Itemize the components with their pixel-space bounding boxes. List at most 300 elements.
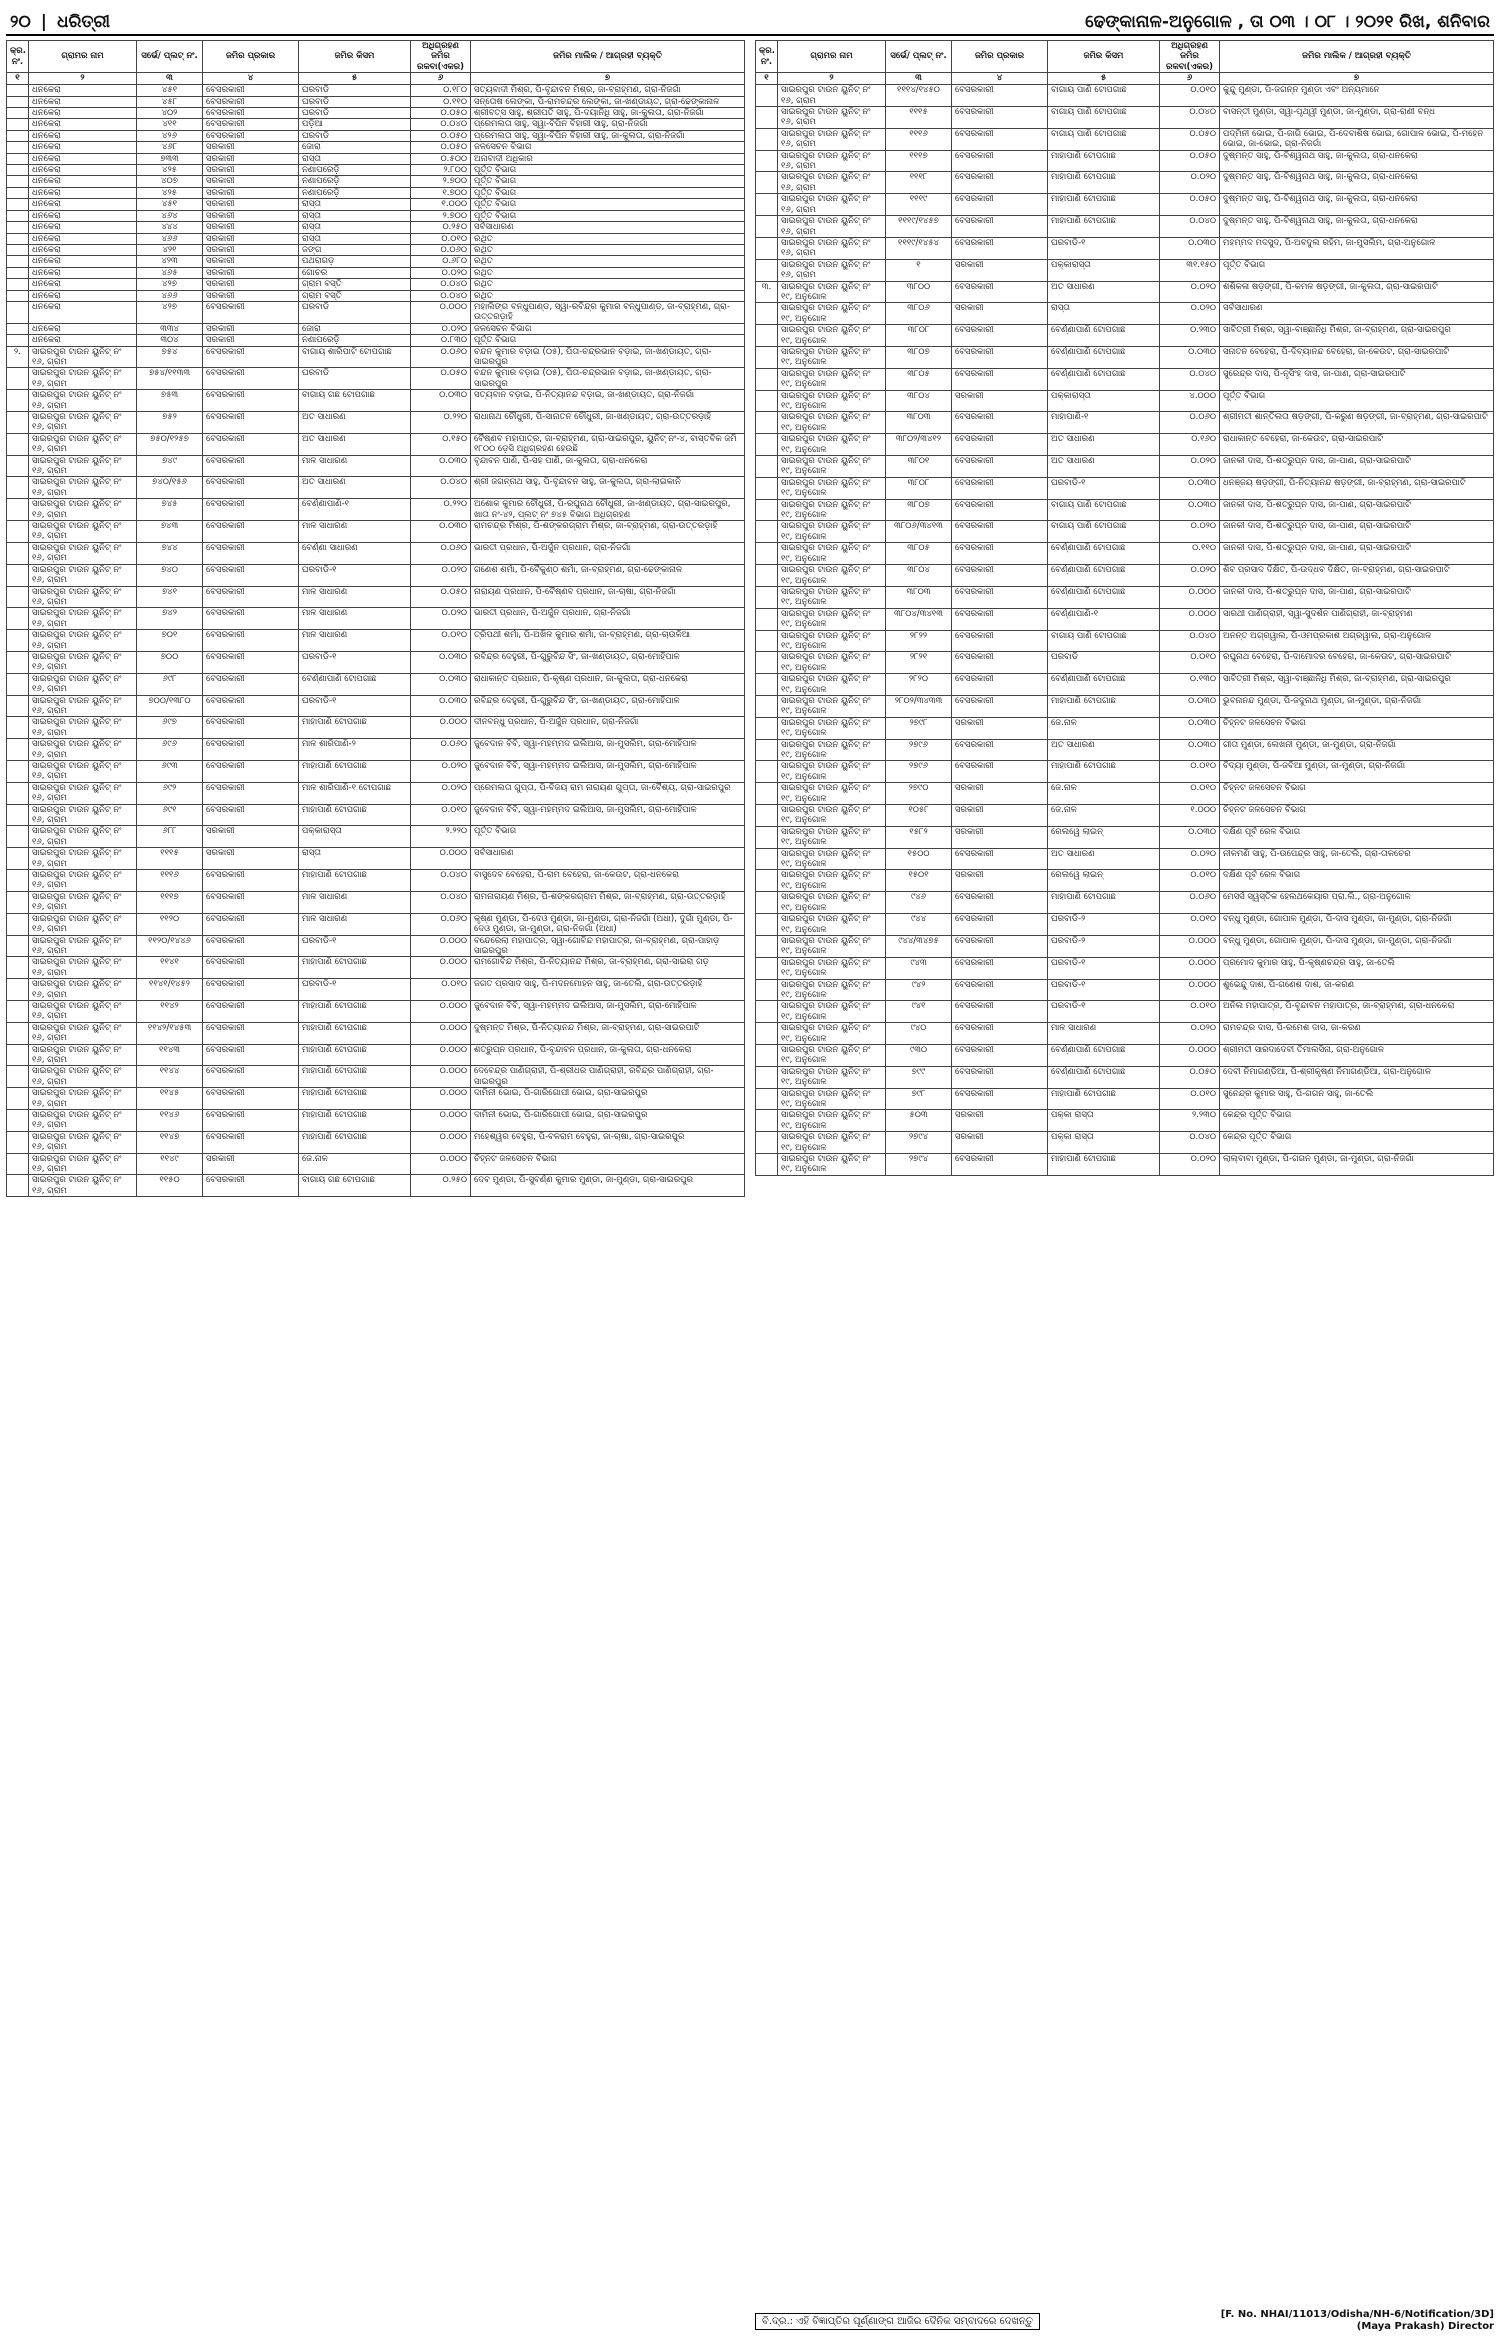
- owner-cell: ନୀଳମଣି ସାହୁ, ପି-ଉପେନ୍ଦ୍ର ସାହୁ, ଜା-ତେଲି, ଗ୍ରା-ତାଳଚେର: [1220, 848, 1494, 870]
- plot-cell: ୬୯୬: [137, 739, 203, 761]
- village-cell: ସାଇରପୁର ଟାଉନ ୟୁନିଟ୍ ନଂ ୧୯, ଅନୁଗୋଳ: [778, 630, 886, 652]
- serial-cell: [756, 674, 778, 696]
- owner-cell: ଦକ୍ଷିଣ ପୂର୍ବ ରେଳ ବିଭାଗ: [1220, 870, 1494, 892]
- serial-cell: [7, 586, 29, 608]
- land-type-cell: ବେସରକାରୀ: [203, 870, 299, 892]
- serial-cell: [756, 935, 778, 957]
- owner-cell: ଜୁବେଦାନ ବିବି, ସ୍ୱା-ମହମ୍ମଦ ଇଲିଆସ, ଜା-ମୁସଲିମ, ଗ୍ରା-ମୋହିପାଳ: [471, 1000, 745, 1022]
- owner-cell: ଶ୍ରୀମତୀ ଶାନ୍ତିଲତା ଷଡ଼ଙ୍ଗୀ, ପି-କରୁଣ ଷଡ଼ଙ୍ଗୀ, ଜା-ବ୍ରାହ୍ମଣ, ଗ୍ରା-ସାଇରପାଟି: [1220, 412, 1494, 434]
- owner-cell: ପୂର୍ତ୍ତ ବିଭାଗ: [471, 826, 745, 848]
- owner-cell: ଗୀତା ମୁଣ୍ଡା, ଲେଖନୀ ମୁଣ୍ଡା, ଜା-ମୁଣ୍ଡା, ଗ୍ରା-ନିଜଗାଁ: [1220, 739, 1494, 761]
- land-type-cell: ବେସରକାରୀ: [952, 128, 1048, 150]
- serial-cell: [756, 1066, 778, 1088]
- table-row: [7, 608, 745, 630]
- area-cell: ୦.୦୨୦: [1160, 1154, 1220, 1176]
- file-reference: [F. No. NHAI/11013/Odisha/NH-6/Notification/3D]: [1220, 2309, 1494, 2320]
- col-header: ଅଧିଗ୍ରହଣ ଜମିର ରକବା(ଏକର): [411, 41, 471, 73]
- plot-cell: ୪୫୮: [137, 96, 203, 107]
- land-type-cell: ସରକାରୀ: [203, 187, 299, 198]
- owner-cell: ବନ୍ଦେରେଲା ମହାପାତ୍ର, ସ୍ୱା-ଗୋବିନ୍ଦ ମହାପାତ୍ର, ଜା-ବ୍ରାହ୍ମଣ, ଗ୍ରା-ପାହାଡ଼ ସାଇରପୁର: [471, 935, 745, 957]
- serial-cell: [7, 913, 29, 935]
- col-number: ୪: [203, 73, 299, 85]
- plot-cell: ୨୮୦୨/୩୪୩୩: [886, 695, 952, 717]
- owner-cell: ଭୁବନାନନ୍ଦ ମୁଣ୍ଡା, ପି-ଜଦୁନାଥ ମୁଣ୍ଡା, ଜା-ମୁଣ୍ଡା, ଗ୍ରା-ନିଜଗାଁ: [1220, 695, 1494, 717]
- land-class-cell: ଅତ ସାଧାରଣ: [299, 433, 411, 455]
- serial-cell: [7, 119, 29, 130]
- land-type-cell: ବେସରକାରୀ: [203, 96, 299, 107]
- plot-cell: ୬୮୮: [137, 826, 203, 848]
- village-cell: ସାଇରପୁର ଟାଉନ ୟୁନିଟ୍ ନଂ ୧୬, ଗ୍ରାମ: [29, 499, 137, 521]
- village-cell: ସାଇରପୁର ଟାଉନ ୟୁନିଟ୍ ନଂ ୧୬, ଗ୍ରାମ: [29, 542, 137, 564]
- land-type-cell: ବେସରକାରୀ: [952, 107, 1048, 129]
- land-type-cell: ବେସରକାରୀ: [952, 543, 1048, 565]
- plot-cell: ୧୧୧୯/୧୪୫୪: [886, 237, 952, 259]
- serial-cell: [756, 739, 778, 761]
- land-class-cell: ମାହାପାଣି ଟୋପଗାଛ: [1048, 194, 1160, 216]
- serial-cell: [756, 259, 778, 281]
- serial-cell: [7, 761, 29, 783]
- land-class-cell: ପକ୍କାରାସ୍ତା: [1048, 259, 1160, 281]
- plot-cell: ୨୭୯୮: [886, 717, 952, 739]
- village-cell: ସାଇରପୁର ଟାଉନ ୟୁନିଟ୍ ନଂ ୧୯, ଅନୁଗୋଳ: [778, 1023, 886, 1045]
- owner-cell: ଦୁଷ୍ମନ୍ତ ସାହୁ, ପି-ବିଶ୍ୱନାଥ ସାହୁ, ଜା-କୁଲତା, ଗ୍ରା-ଧନକେରା: [1220, 194, 1494, 216]
- plot-cell: ୭୫୩: [137, 390, 203, 412]
- village-cell: ସାଇରପୁର ଟାଉନ ୟୁନିଟ୍ ନଂ ୧୬, ଗ୍ରାମ: [29, 1088, 137, 1110]
- plot-cell: ୭୦୦: [137, 651, 203, 673]
- table-row: [7, 1022, 745, 1044]
- owner-cell: ଦେବେନ୍ଦ୍ର ପାଣିଗ୍ରାହୀ, ପି-ଶ୍ରୀଧର ପାଣିଗ୍ରାହୀ, ରବିନ୍ଦ୍ର ପାଣିଗ୍ରାହୀ, ଗ୍ରା-ସାଇରପୁର: [471, 1066, 745, 1088]
- area-cell: ୦.୦୦୦: [411, 301, 471, 323]
- plot-cell: ୭୯୯: [886, 1066, 952, 1088]
- land-class-cell: ବେର୍ଣ୍ଣାପାଣି ଟୋପଗାଛ: [1048, 1044, 1160, 1066]
- table-row: [7, 455, 745, 477]
- land-class-cell: ଘରବାଡି-୧: [299, 935, 411, 957]
- land-class-cell: ଘରବାଡି: [299, 108, 411, 119]
- owner-cell: ଜୁବେଦାନ ବିବି, ସ୍ୱା-ମହମ୍ମଦ ଇଲିଆସ, ଜା-ମୁସଲିମ, ଗ୍ରା-ମୋହିପାଳ: [471, 761, 745, 783]
- serial-cell: [756, 456, 778, 478]
- area-cell: ୦.୦୧୦: [411, 804, 471, 826]
- owner-cell: ସୁନେନ୍ଦ୍ର କୁମାର ସାହୁ, ପି-ଗଗନ ସାହୁ, ଜା-ତେଲି: [1220, 1088, 1494, 1110]
- village-cell: ସାଇରପୁର ଟାଉନ ୟୁନିଟ୍ ନଂ ୧୯, ଅନୁଗୋଳ: [778, 935, 886, 957]
- village-cell: ସାଇରପୁର ଟାଉନ ୟୁନିଟ୍ ନଂ ୧୯, ଅନୁଗୋଳ: [778, 870, 886, 892]
- owner-cell: ରଥିତ: [471, 256, 745, 267]
- village-cell: ସାଇରପୁର ଟାଉନ ୟୁନିଟ୍ ନଂ ୧୯, ଅନୁଗୋଳ: [778, 456, 886, 478]
- owner-cell: ରାମଚନ୍ଦ୍ର ଦାସ, ପି-ରମେଶ ଦାସ, ଜା-କରଣ: [1220, 1023, 1494, 1045]
- land-type-cell: ବେସରକାରୀ: [952, 1001, 1048, 1023]
- serial-cell: [7, 335, 29, 346]
- land-class-cell: ପଡ଼ିଆ: [299, 119, 411, 130]
- land-type-cell: ସରକାରୀ: [203, 290, 299, 301]
- land-type-cell: ସରକାରୀ: [952, 1132, 1048, 1154]
- table-row: [7, 1044, 745, 1066]
- village-cell: ସାଇରପୁର ଟାଉନ ୟୁନିଟ୍ ନଂ ୧୬, ଗ୍ରାମ: [778, 150, 886, 172]
- col-header: ଜମିର କିସମ: [1048, 41, 1160, 73]
- table-row: [7, 695, 745, 717]
- plot-cell: ୭୪୯: [137, 455, 203, 477]
- serial-cell: [7, 142, 29, 153]
- area-cell: ୦.୧୮୦: [411, 85, 471, 96]
- table-row: [756, 674, 1494, 696]
- area-cell: ୦.୦୫୦: [1160, 194, 1220, 216]
- land-type-cell: ବେସରକାରୀ: [203, 455, 299, 477]
- serial-cell: [756, 412, 778, 434]
- village-cell: ସାଇରପୁର ଟାଉନ ୟୁନିଟ୍ ନଂ ୧୯, ଅନୁଗୋଳ: [778, 826, 886, 848]
- col-number: ୩: [886, 73, 952, 85]
- land-class-cell: ବାଗାୟ ପାଣି ଟୋପଗାଛ: [1048, 107, 1160, 129]
- land-type-cell: ସରକାରୀ: [203, 1153, 299, 1175]
- serial-cell: [7, 108, 29, 119]
- village-cell: ଧନକେରା: [29, 85, 137, 96]
- col-number: ୩: [137, 73, 203, 85]
- table-row: [756, 805, 1494, 827]
- land-class-cell: ମାଳ ସାଧାରଣ: [299, 891, 411, 913]
- plot-cell: ୧୧୪୨: [137, 1000, 203, 1022]
- page-header: [6, 6, 1494, 36]
- table-row: [756, 85, 1494, 107]
- land-class-cell: ବାଗାୟ ପାଣି ଟୋପଗାଛ: [1048, 128, 1160, 150]
- village-cell: ଧନକେରା: [29, 244, 137, 255]
- table-row: [756, 739, 1494, 761]
- land-class-cell: ରାସ୍ତା: [299, 153, 411, 164]
- land-class-cell: ବେର୍ଣ୍ଣାପାଣି ଟୋପଗାଛ: [1048, 565, 1160, 587]
- land-class-cell: ରାସ୍ତା: [299, 233, 411, 244]
- serial-cell: [7, 323, 29, 334]
- serial-cell: [7, 390, 29, 412]
- area-cell: ୦.୦୩୦: [1160, 346, 1220, 368]
- owner-cell: ଦୁଷ୍ମନ୍ତ ସାହୁ, ପି-ବିଶ୍ୱନାଥ ସାହୁ, ଜା-କୁଲତା, ଗ୍ରା-ଧନକେରା: [1220, 216, 1494, 238]
- land-type-cell: ସରକାରୀ: [203, 233, 299, 244]
- land-class-cell: ମାଳ ସାଧାରଣ: [299, 455, 411, 477]
- area-cell: ୦.୦୦୦: [1160, 935, 1220, 957]
- table-row: [7, 891, 745, 913]
- table-row: [7, 244, 745, 255]
- owner-cell: ରଘୁନାଥ ବେହେରା, ପି-ଦାମୋଦର ବେହେରା, ଜା-କେଉଟ, ଗ୍ରା-ସାଇରପାଟି: [1220, 652, 1494, 674]
- owner-cell: ଚିହ୍ନଟ ଜଳସେଚନ ବିଭାଗ: [1220, 717, 1494, 739]
- plot-cell: ୧୧୪୫: [137, 1088, 203, 1110]
- owner-cell: ସନ୍ତୋଷ ଲେଙ୍କା, ପି-ରାମଚନ୍ଦ୍ର ଲେଙ୍କା, ଜା-ଖଣ୍ଡାୟତ, ଗ୍ରା-ଢେଙ୍କାନାଳ: [471, 96, 745, 107]
- owner-cell: ଜାନକୀ ଦାସ, ପି-ଶତ୍ରୁଘ୍ନ ଦାସ, ଜା-ପାଣ, ଗ୍ରା-ସାଇରପାଟି: [1220, 586, 1494, 608]
- plot-cell: ୭୪୦: [137, 564, 203, 586]
- land-type-cell: ବେସରକାରୀ: [203, 608, 299, 630]
- land-class-cell: ମାହାପାଣି ଟୋପଗାଛ: [1048, 761, 1160, 783]
- col-header: ଜମିର ପ୍ରକାର: [952, 41, 1048, 73]
- land-type-cell: ସରକାରୀ: [203, 142, 299, 153]
- plot-cell: ୧୦୫୮: [886, 805, 952, 827]
- land-class-cell: ମାହାପାଣି ଟୋପଗାଛ: [299, 1131, 411, 1153]
- land-type-cell: ବେସରକାରୀ: [203, 1110, 299, 1132]
- table-row: [7, 477, 745, 499]
- plot-cell: ୯୪୨: [886, 979, 952, 1001]
- area-cell: ୦.୦୦୦: [411, 1088, 471, 1110]
- area-cell: ୧.୭୦୦: [411, 187, 471, 198]
- plot-cell: ୩୮୦୮: [886, 477, 952, 499]
- serial-cell: [7, 477, 29, 499]
- land-type-cell: ବେସରକାରୀ: [203, 913, 299, 935]
- land-class-cell: ମାଳ ଶାରିପାଣି-୧ ଟୋପଗାଛ: [299, 782, 411, 804]
- table-row: [7, 870, 745, 892]
- area-cell: ୦.୦୪୦: [1160, 216, 1220, 238]
- land-type-cell: ବେସରକାରୀ: [203, 1175, 299, 1197]
- serial-cell: [756, 979, 778, 1001]
- land-class-cell: ବାଗାୟ ପାଣି ଟୋପଗାଛ: [1048, 521, 1160, 543]
- serial-cell: [7, 267, 29, 278]
- village-cell: ସାଇରପୁର ଟାଉନ ୟୁନିଟ୍ ନଂ ୧୬, ଗ୍ରାମ: [29, 455, 137, 477]
- plot-cell: ୪୬୫: [137, 267, 203, 278]
- village-cell: ସାଇରପୁର ଟାଉନ ୟୁନିଟ୍ ନଂ ୧୬, ଗ୍ରାମ: [29, 826, 137, 848]
- owner-cell: ଜୁବେଦାନ ବିବି, ସ୍ୱା-ମହମ୍ମଦ ଇଲିଆସ, ଜା-ମୁସଲିମ, ଗ୍ରା-ମୋହିପାଳ: [471, 804, 745, 826]
- serial-cell: [756, 390, 778, 412]
- table-row: [756, 914, 1494, 936]
- village-cell: ଧନକେରା: [29, 165, 137, 176]
- land-type-cell: ବେସରକାରୀ: [952, 172, 1048, 194]
- village-cell: ଧନକେରା: [29, 108, 137, 119]
- land-type-cell: ବେସରକାରୀ: [203, 1022, 299, 1044]
- land-class-cell: ଜେ.ନାଳ: [299, 1153, 411, 1175]
- serial-cell: [756, 957, 778, 979]
- land-type-cell: ବେସରକାରୀ: [952, 434, 1048, 456]
- village-cell: ସାଇରପୁର ଟାଉନ ୟୁନିଟ୍ ନଂ ୧୬, ଗ୍ରାମ: [29, 1110, 137, 1132]
- village-cell: ସାଇରପୁର ଟାଉନ ୟୁନିଟ୍ ନଂ ୧୬, ଗ୍ରାମ: [778, 237, 886, 259]
- serial-cell: [756, 717, 778, 739]
- plot-cell: ୪୧୧: [137, 119, 203, 130]
- land-type-cell: ବେସରକାରୀ: [952, 957, 1048, 979]
- page-number: ୨୦: [10, 12, 31, 32]
- serial-cell: [7, 695, 29, 717]
- area-cell: ୦.୦୧୦: [411, 233, 471, 244]
- owner-cell: ଶିବ ପ୍ରସାଦ ଦିକ୍ଷିତ, ପି-ଉଦ୍ଧବ ଦିକ୍ଷିତ, ଜା-ବ୍ରାହ୍ମଣ, ଗ୍ରା-ସାଇରପାଟି: [1220, 565, 1494, 587]
- land-class-cell: ବାଗାୟ ପାଣି ଟୋପଗାଛ: [1048, 499, 1160, 521]
- land-class-cell: ମାଳ ସାଧାରଣ: [299, 913, 411, 935]
- land-type-cell: ସରକାରୀ: [203, 279, 299, 290]
- land-type-cell: ବେସରକାରୀ: [203, 586, 299, 608]
- plot-cell: ୪୦୨: [137, 108, 203, 119]
- serial-cell: [756, 695, 778, 717]
- land-type-cell: ସରକାରୀ: [952, 1110, 1048, 1132]
- table-row: [7, 717, 745, 739]
- village-cell: ସାଇରପୁର ଟାଉନ ୟୁନିଟ୍ ନଂ ୧୯, ଅନୁଗୋଳ: [778, 325, 886, 347]
- area-cell: ୦.୦୪୦: [411, 279, 471, 290]
- table-row: [756, 325, 1494, 347]
- serial-cell: [7, 412, 29, 434]
- area-cell: ୦.୦୦୦: [411, 957, 471, 979]
- area-cell: ୦.୦୩୦: [1160, 477, 1220, 499]
- area-cell: ୦.୦୩୦: [1160, 739, 1220, 761]
- table-row: [756, 390, 1494, 412]
- land-type-cell: ସରକାରୀ: [952, 717, 1048, 739]
- plot-cell: ୧୧୪୧: [137, 957, 203, 979]
- village-cell: ସାଇରପୁର ଟାଉନ ୟୁନିଟ୍ ନଂ ୧୬, ଗ୍ରାମ: [29, 957, 137, 979]
- land-class-cell: ମାହାପାଣି ଟୋପଗାଛ: [299, 717, 411, 739]
- owner-cell: କେନ୍ଦ୍ର ପୂର୍ତ୍ତ ବିଭାଗ: [1220, 1132, 1494, 1154]
- area-cell: ୦.୦୩୦: [411, 390, 471, 412]
- area-cell: ୦.୦୨୦: [1160, 281, 1220, 303]
- plot-cell: ୪୨୧: [137, 244, 203, 255]
- table-row: [756, 543, 1494, 565]
- village-cell: ଧନକେରା: [29, 323, 137, 334]
- area-cell: ୦.୦୩୦: [1160, 826, 1220, 848]
- notice-text: ବି.ଦ୍ର.: ଏହି ବିଜ୍ଞାପ୍ତିର ପୂର୍ଣ୍ଣାଙ୍ଗ ଆଜିର ଦୈନିକ ସମ୍ବାଦରେ ଦେଖନ୍ତୁ: [755, 2313, 1040, 2330]
- table-row: [756, 1066, 1494, 1088]
- land-class-cell: ବେର୍ଣ୍ଣାପାଣି-୧: [1048, 608, 1160, 630]
- plot-cell: ୭୪୨: [137, 608, 203, 630]
- serial-cell: [756, 1154, 778, 1176]
- plot-cell: ୪୨୭: [137, 301, 203, 323]
- table-row: [756, 565, 1494, 587]
- village-cell: ସାଇରପୁର ଟାଉନ ୟୁନିଟ୍ ନଂ ୧୯, ଅନୁଗୋଳ: [778, 434, 886, 456]
- land-class-cell: ନଣାପରେଡ଼ି: [299, 187, 411, 198]
- land-type-cell: ବେସରକାରୀ: [203, 979, 299, 1001]
- owner-cell: ଜଳସେଚନ ବିଭାଗ: [471, 323, 745, 334]
- table-row: [7, 1131, 745, 1153]
- land-class-cell: ମାହାପାଣି ଟୋପଗାଛ: [299, 1110, 411, 1132]
- owner-cell: ଦକ୍ଷିଣ ପୂର୍ବ ରେଳ ବିଭାଗ: [1220, 826, 1494, 848]
- table-row: [7, 1153, 745, 1175]
- serial-cell: [756, 107, 778, 129]
- plot-cell: ୩୮୦୩: [886, 586, 952, 608]
- table-row: [756, 499, 1494, 521]
- area-cell: ୦.୦୫୦: [411, 368, 471, 390]
- village-cell: ସାଇରପୁର ଟାଉନ ୟୁନିଟ୍ ନଂ ୧୯, ଅନୁଗୋଳ: [778, 805, 886, 827]
- owner-cell: ଚନ୍ଦନ କୁମାର ବଡ଼ାଇ (୦୫), ପିତା-ଚନ୍ଦ୍ରଭାନ ବଡ଼ାଇ, ଜା-ଖଣ୍ଡାୟତ, ଗ୍ରା-ସାଇରପୁର: [471, 368, 745, 390]
- table-row: [7, 651, 745, 673]
- village-cell: ଧନକେରା: [29, 256, 137, 267]
- owner-cell: ଚନ୍ଦନ କୁମାର ବଡ଼ାଇ (୦୫), ପିତା-ଚନ୍ଦ୍ରଭାନ ବଡ଼ାଇ, ଜା-ଖଣ୍ଡାୟତ, ଗ୍ରା-ସାଇରପୁର: [471, 346, 745, 368]
- land-class-cell: ପକ୍କା ରାସ୍ତା: [1048, 1132, 1160, 1154]
- serial-cell: [7, 455, 29, 477]
- table-row: [756, 216, 1494, 238]
- plot-cell: ୪୨୭: [137, 279, 203, 290]
- plot-cell: ୧୧୧୬: [886, 128, 952, 150]
- land-type-cell: ବେସରକାରୀ: [952, 85, 1048, 107]
- plot-cell: ୩୮୦୧: [886, 456, 952, 478]
- table-row: [7, 290, 745, 301]
- village-cell: ସାଇରପୁର ଟାଉନ ୟୁନିଟ୍ ନଂ ୧୬, ଗ୍ରାମ: [29, 739, 137, 761]
- owner-cell: ସତ୍ୟବାଦୀ ମିଶ୍ର, ପି-ବୃନ୍ଦାବନ ମିଶ୍ର, ଜା-ବ୍ରାହ୍ମଣ, ଗ୍ରା-ନିଜଗାଁ: [471, 85, 745, 96]
- serial-cell: [7, 630, 29, 652]
- village-cell: ସାଇରପୁର ଟାଉନ ୟୁନିଟ୍ ନଂ ୧୬, ଗ୍ରାମ: [778, 194, 886, 216]
- table-row: [756, 652, 1494, 674]
- plot-cell: ୧୫୦୧: [886, 870, 952, 892]
- village-cell: ସାଇରପୁର ଟାଉନ ୟୁନିଟ୍ ନଂ ୧୬, ଗ୍ରାମ: [778, 172, 886, 194]
- owner-cell: ପଦ୍ମିନୀ ଭୋଇ, ପି-ଜାଗି ଭୋଇ, ପି-ଦେବାଶିଷ ଭୋଇ, ଗୋପାଳ ଭୋଇ, ପି-ମହେନ ଭୋଇ, ଜା-ଭୋଇ, ଗ୍ରା-ନିଜଗାଁ: [1220, 128, 1494, 150]
- plot-cell: ୭୪୪: [137, 542, 203, 564]
- land-type-cell: ବେସରକାରୀ: [203, 957, 299, 979]
- table-row: [7, 335, 745, 346]
- land-type-cell: ବେସରକାରୀ: [952, 368, 1048, 390]
- col-number: ୭: [471, 73, 745, 85]
- plot-cell: ୩୮୦୮: [886, 325, 952, 347]
- serial-cell: [7, 301, 29, 323]
- land-class-cell: ଜେ.ନାଳ: [1048, 805, 1160, 827]
- land-type-cell: ବେସରକାରୀ: [203, 390, 299, 412]
- plot-cell: ୭୪୫: [137, 499, 203, 521]
- land-class-cell: ଗୋଚର: [299, 267, 411, 278]
- village-cell: ସାଇରପୁର ଟାଉନ ୟୁନିଟ୍ ନଂ ୧୬, ଗ୍ରାମ: [29, 1066, 137, 1088]
- table-row: [7, 210, 745, 221]
- area-cell: ୧.୦୦୦: [1160, 805, 1220, 827]
- village-cell: ସାଇରପୁର ଟାଉନ ୟୁନିଟ୍ ନଂ ୧୬, ଗ୍ରାମ: [29, 1000, 137, 1022]
- land-class-cell: ମାହାପାଣି ଟୋପଗାଛ: [299, 1088, 411, 1110]
- serial-cell: [756, 1110, 778, 1132]
- area-cell: ୩୧.୧୫୦: [1160, 259, 1220, 281]
- area-cell: ୦.୦୬୦: [1160, 892, 1220, 914]
- village-cell: ସାଇରପୁର ଟାଉନ ୟୁନିଟ୍ ନଂ ୧୬, ଗ୍ରାମ: [29, 651, 137, 673]
- table-row: [7, 390, 745, 412]
- plot-cell: ୯୪୩: [886, 957, 952, 979]
- village-cell: ଧନକେରା: [29, 187, 137, 198]
- serial-cell: [7, 96, 29, 107]
- land-type-cell: ବେସରକାରୀ: [203, 673, 299, 695]
- land-type-cell: ବେସରକାରୀ: [952, 325, 1048, 347]
- village-cell: ସାଇରପୁର ଟାଉନ ୟୁନିଟ୍ ନଂ ୧୯, ଅନୁଗୋଳ: [778, 1088, 886, 1110]
- serial-cell: [756, 1132, 778, 1154]
- plot-cell: ୯୪୦: [886, 1023, 952, 1045]
- village-cell: ସାଇରପୁର ଟାଉନ ୟୁନିଟ୍ ନଂ ୧୯, ଅନୁଗୋଳ: [778, 914, 886, 936]
- plot-cell: ୩୮୦୦: [886, 281, 952, 303]
- land-type-cell: ବେସରକାରୀ: [952, 914, 1048, 936]
- land-type-cell: ବେସରକାରୀ: [952, 586, 1048, 608]
- serial-cell: ୩.: [756, 281, 778, 303]
- land-type-cell: ବେସରକାରୀ: [952, 674, 1048, 696]
- village-cell: ସାଇରପୁର ଟାଉନ ୟୁନିଟ୍ ନଂ ୧୯, ଅନୁଗୋଳ: [778, 848, 886, 870]
- table-row: [756, 434, 1494, 456]
- land-class-cell: ଘରବାଡି-୧: [299, 695, 411, 717]
- village-cell: ସାଇରପୁର ଟାଉନ ୟୁନିଟ୍ ନଂ ୧୬, ଗ୍ରାମ: [29, 1153, 137, 1175]
- table-row: [756, 456, 1494, 478]
- area-cell: ୦.୦୪୦: [411, 119, 471, 130]
- serial-cell: [7, 1153, 29, 1175]
- village-cell: ସାଇରପୁର ଟାଉନ ୟୁନିଟ୍ ନଂ ୧୬, ଗ୍ରାମ: [29, 782, 137, 804]
- table-row: [756, 368, 1494, 390]
- land-class-cell: ମାହାପାଣି ଟୋପଗାଛ: [1048, 150, 1160, 172]
- land-class-cell: ଗ୍ରାମ ବସ୍ତି: [299, 290, 411, 301]
- serial-cell: [7, 717, 29, 739]
- owner-cell: ଦାମିନୀ ଭୋଇ, ପି-ଗାରିଗୋପୀ ଭୋଇ, ଗ୍ରା-ସାଇରପୁର: [471, 1110, 745, 1132]
- serial-cell: [7, 673, 29, 695]
- footer-notice: [755, 2309, 1494, 2333]
- area-cell: ୦.୦୩୦: [411, 673, 471, 695]
- serial-cell: [7, 1044, 29, 1066]
- table-row: [7, 323, 745, 334]
- plot-cell: ୩୮୦୫: [886, 368, 952, 390]
- area-cell: ୦.୨୩୦: [1160, 325, 1220, 347]
- land-class-cell: ମାଳ ସାଧାରଣ: [299, 521, 411, 543]
- plot-cell: ୧୧୧୭: [886, 150, 952, 172]
- serial-cell: [7, 233, 29, 244]
- area-cell: ୦.୦୨୦: [1160, 172, 1220, 194]
- table-row: [7, 1000, 745, 1022]
- serial-cell: [756, 761, 778, 783]
- village-cell: ସାଇରପୁର ଟାଉନ ୟୁନିଟ୍ ନଂ ୧୯, ଅନୁଗୋଳ: [778, 608, 886, 630]
- village-cell: ଧନକେରା: [29, 130, 137, 141]
- land-type-cell: ବେସରକାରୀ: [952, 652, 1048, 674]
- land-type-cell: ସରକାରୀ: [203, 826, 299, 848]
- owner-cell: ସର୍ବସାଧାରଣ: [471, 222, 745, 233]
- table-row: [7, 267, 745, 278]
- land-class-cell: ବେର୍ଣ୍ଣା ସାଧାରଣ: [299, 542, 411, 564]
- table-row: [756, 259, 1494, 281]
- area-cell: ୦.୦୬୦: [411, 542, 471, 564]
- area-cell: ୦.୦୪୦: [1160, 107, 1220, 129]
- col-header: ସର୍ଭେ/ ପ୍ଲଟ୍ ନଂ.: [886, 41, 952, 73]
- serial-cell: [756, 783, 778, 805]
- plot-cell: ୪୬୬: [137, 290, 203, 301]
- village-cell: ଧନକେରା: [29, 279, 137, 290]
- plot-cell: ୬୯୭: [137, 717, 203, 739]
- village-cell: ସାଇରପୁର ଟାଉନ ୟୁନିଟ୍ ନଂ ୧୬, ଗ୍ରାମ: [29, 695, 137, 717]
- area-cell: ୦.୧୬୦: [1160, 434, 1220, 456]
- plot-cell: ୪୬୬: [137, 233, 203, 244]
